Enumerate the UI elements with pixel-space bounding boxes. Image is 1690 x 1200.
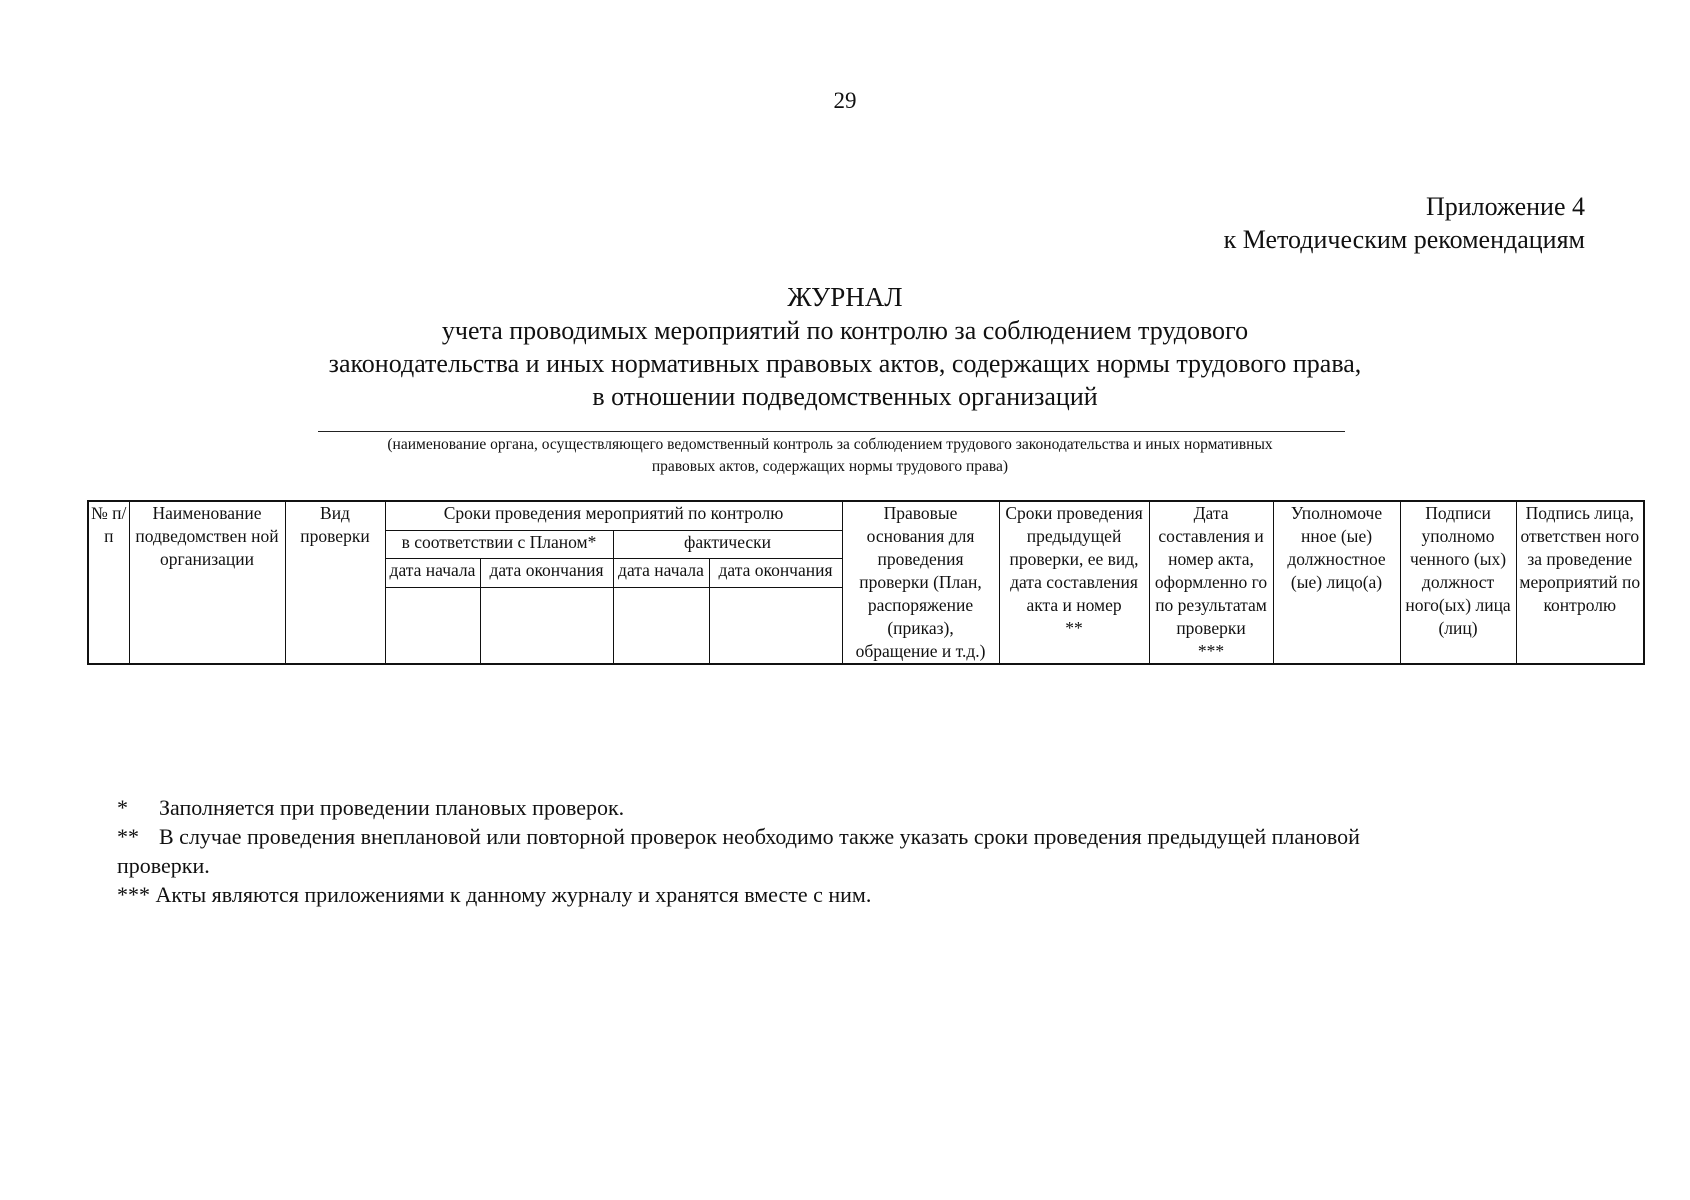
journal-table xyxy=(87,500,1645,665)
header-plan: в соответствии с Планом* xyxy=(385,530,613,559)
appendix-line-1: Приложение 4 xyxy=(1425,192,1585,221)
footnote-text: В случае проведения внеплановой или повторной проверок необходимо также указать сроки проведения предыдущей плановой xyxy=(159,824,1360,849)
header-start-actual: дата начала xyxy=(613,559,709,588)
blank-cell xyxy=(480,588,613,665)
footnote-mark: ** xyxy=(117,824,139,849)
header-official: Уполномоче нное (ые) должностное (ые) лицо(а) xyxy=(1273,501,1400,664)
org-caption-line-2: правовых актов, содержащих нормы трудового права) xyxy=(651,458,1009,475)
header-num: № п/п xyxy=(88,501,129,664)
header-actual: фактически xyxy=(613,530,842,559)
blank-cell xyxy=(613,588,709,665)
header-terms: Сроки проведения мероприятий по контролю xyxy=(385,501,842,530)
header-act-text: Дата составления и номер акта, оформленно го по результатам проверки xyxy=(1154,503,1268,638)
header-prev-mark: ** xyxy=(1065,618,1083,638)
subtitle-line-1: учета проводимых мероприятий по контролю за соблюдением трудового xyxy=(441,316,1249,345)
appendix-line-2: к Методическим рекомендациям xyxy=(1223,225,1585,254)
subtitle-line-2: законодательства и иных нормативных правовых актов, содержащих нормы трудового права, xyxy=(328,349,1362,378)
blank-cell xyxy=(385,588,480,665)
footnote-text: Заполняется при проведении плановых проверок. xyxy=(159,795,625,820)
subtitle-line-3: в отношении подведомственных организаций xyxy=(592,382,1098,411)
appendix-header xyxy=(1224,190,1585,256)
footnote-2-continuation xyxy=(117,851,1517,880)
header-prev-text: Сроки проведения предыдущей проверки, ее вид, дата составления акта и номер xyxy=(1005,503,1143,615)
header-legal: Правовые основания для проведения проверки (План, распоряжение (приказ), обращение и т.д.) xyxy=(842,501,999,664)
footnote-mark: * xyxy=(117,795,128,820)
footnote-text: Акты являются приложениями к данному журналу и хранятся вместе с ним. xyxy=(155,882,872,907)
blank-cell xyxy=(709,588,842,665)
footnote-2 xyxy=(117,822,1517,851)
org-name-underline xyxy=(318,431,1345,432)
footnote-3 xyxy=(117,880,1517,909)
org-caption-line-1: (наименование органа, осуществляющего ведомственный контроль за соблюдением трудового законодательства и иных нормативных xyxy=(387,436,1273,453)
header-act xyxy=(1149,501,1273,664)
footnotes xyxy=(117,793,1517,909)
footnote-text: проверки. xyxy=(117,853,210,878)
header-prev xyxy=(999,501,1149,664)
header-responsible: Подпись лица, ответствен ного за проведение мероприятий по контролю xyxy=(1516,501,1644,664)
footnote-1 xyxy=(117,793,1517,822)
header-act-mark: *** xyxy=(1197,641,1225,661)
header-end-actual: дата окончания xyxy=(709,559,842,588)
header-type: Вид проверки xyxy=(285,501,385,664)
document-title: ЖУРНАЛ xyxy=(787,282,903,312)
header-end-plan: дата окончания xyxy=(480,559,613,588)
header-org: Наименование подведомствен ной организации xyxy=(129,501,285,664)
org-caption xyxy=(260,434,1400,478)
header-start-plan: дата начала xyxy=(385,559,480,588)
header-row-1 xyxy=(88,501,1644,530)
page-number: 29 xyxy=(833,88,857,113)
title-block xyxy=(0,280,1690,413)
footnote-mark: *** xyxy=(117,882,150,907)
header-signatures: Подписи уполномо ченного (ых) должност ного(ых) лица (лиц) xyxy=(1400,501,1516,664)
